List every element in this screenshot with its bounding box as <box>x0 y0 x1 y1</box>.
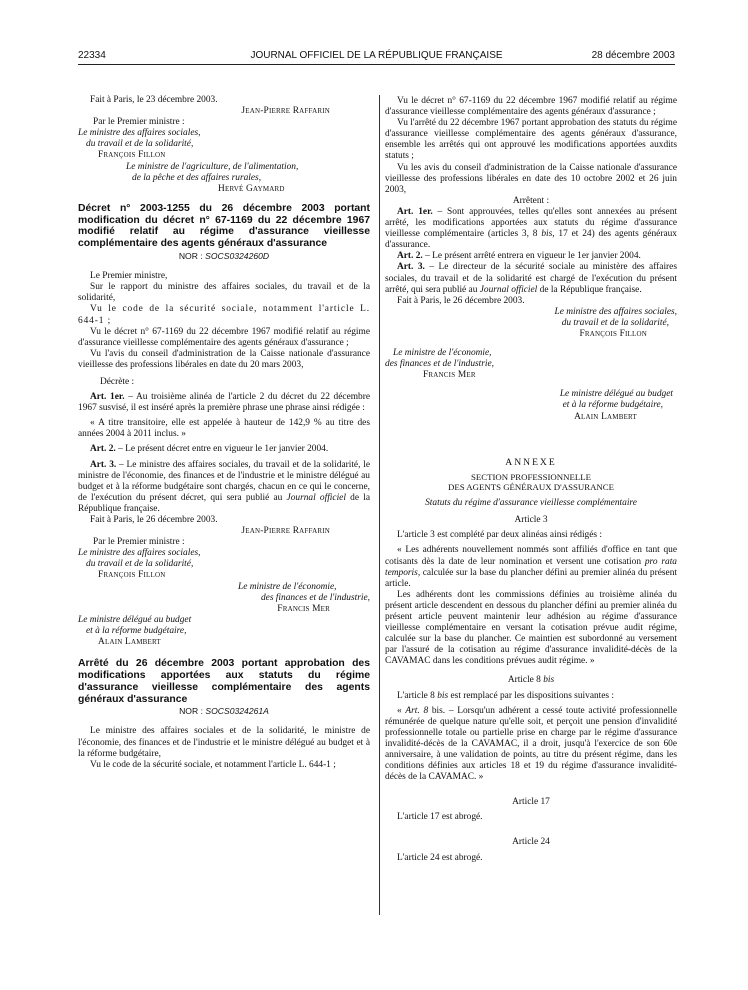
minister-title: des finances et de l'industrie, <box>385 359 495 370</box>
header-rule <box>78 64 675 65</box>
issue-date: 28 décembre 2003 <box>591 50 675 61</box>
nor-label: NOR : <box>179 706 206 717</box>
article-label: Art. 1er. <box>397 206 433 217</box>
signing-place-date: Fait à Paris, le 26 décembre 2003. <box>397 295 525 306</box>
article-label: Art. 1er. <box>90 392 125 403</box>
article-heading: Article 17 <box>512 797 550 808</box>
paragraph: Vu les avis du conseil d'administration de la Caisse nationale d'assurance vieillesse des professions libérales en date des 10 octobre 2002 et 26 juin 2003, <box>385 162 677 195</box>
paragraph: Vu le décret n° 67-1169 du 22 décembre 1967 modifié relatif au régime d'assurance vieillesse complémentaire des agents généraux d'assurance ; <box>385 96 677 118</box>
article-1 <box>385 207 677 251</box>
minister-title: et à la réforme budgétaire, <box>86 625 187 636</box>
minister-title: Le ministre délégué au budget <box>559 389 673 400</box>
paragraph: L'article 24 est abrogé. <box>397 852 483 863</box>
article-text: – Le directeur de la sécurité sociale au ministère des affaires sociales, du travail et de la solidarité est chargé de l'exécution du présent arrêté, qui sera publié au <box>385 262 677 295</box>
bis-mark: bis <box>543 675 555 686</box>
quote-paragraph <box>385 706 677 784</box>
signatory-name: Francis Mer <box>277 603 330 614</box>
annex-section: DES AGENTS GÉNÉRAUX D'ASSURANCE <box>447 481 615 492</box>
minister-title: Le ministre de l'économie, <box>393 348 492 359</box>
signatory-name: Jean-Pierre Raffarin <box>241 106 330 117</box>
paragraph: Vu l'avis du conseil d'administration de la Caisse nationale d'assurance vieillesse des professions libérales en date du 20 mars 2003, <box>78 348 370 370</box>
decrete-heading: Décrète : <box>100 376 135 387</box>
article-label: Art. 2. <box>397 251 423 262</box>
minister-title: du travail et de la solidarité, <box>561 317 669 328</box>
nor-label: NOR : <box>178 251 206 262</box>
signatory-name: François Fillon <box>98 150 166 161</box>
minister-title: et à la réforme budgétaire, <box>562 400 663 411</box>
article-heading: Article 24 <box>512 837 550 848</box>
quote-text: « Les adhérents nouvellement nommés sont affiliés d'office en tant que cotisants dès la date de leur nomination et versent une cotisation <box>385 545 677 567</box>
article-label: Art. 8 <box>405 705 429 716</box>
journal-title: JOURNAL OFFICIEL DE LA RÉPUBLIQUE FRANÇAISE <box>250 50 503 61</box>
column-divider <box>379 95 380 915</box>
minister-title: Le ministre des affaires sociales, <box>78 548 201 559</box>
paragraph <box>385 691 677 702</box>
minister-title: du travail et de la solidarité, <box>86 139 194 150</box>
signatory-name: François Fillon <box>579 328 647 339</box>
latin-term: pro rata temporis, <box>385 556 677 578</box>
minister-title: des finances et de l'industrie, <box>260 592 370 603</box>
bis-mark: bis, <box>541 229 555 240</box>
arretent-heading: Arrêtent : <box>512 195 550 206</box>
minister-title: Le ministre des affaires sociales, <box>78 128 201 139</box>
nor-reference <box>78 706 370 717</box>
paragraph: L'article 3 est complété par deux alinéas ainsi rédigés : <box>397 530 602 541</box>
signatory-name: Hervé Gaymard <box>218 183 285 194</box>
paragraph: Vu le code de la sécurité sociale, et notamment l'article L. 644-1 ; <box>90 759 336 770</box>
minister-title: Le ministre de l'agriculture, de l'alimentation, <box>126 161 299 172</box>
article-label: Art. 3. <box>90 459 117 470</box>
quote-paragraph: Les adhérents dont les commissions définies au troisième alinéa du présent article descendent en dessous du plancher défini au premier alinéa du présent article peuvent maintenir leur adhésion au régime d'assurance vieillesse complémentaire en versant la cotisation prévue audit régime, calculée sur la base du plancher. Ce maintien est subordonné au versement par l'assuré de la cotisation au régime d'assurance invalidité-décès de la CAVAMAC dans les conditions prévues audit régime. » <box>385 589 677 667</box>
paragraph-text: L'article 8 <box>397 690 438 701</box>
quote-paragraph <box>385 545 677 589</box>
page-number: 22334 <box>78 50 106 61</box>
article-label: Art. 2. <box>90 444 116 455</box>
article-text: – Au troisième alinéa de l'article 2 du décret du 22 décembre 1967 susvisé, il est inséré après la première phrase une phrase ainsi rédigée : <box>78 392 370 414</box>
paragraph: Vu le décret n° 67-1169 du 22 décembre 1967 modifié relatif au régime d'assurance vieillesse complémentaire des agents généraux d'assurance ; <box>78 326 370 348</box>
paragraph: Le ministre des affaires sociales et de la solidarité, le ministre de l'économie, des finances et de l'industrie et le ministre délégué au budget et à la réforme budgétaire, <box>78 726 370 759</box>
paragraph-text: est remplacé par les dispositions suivantes : <box>448 690 615 701</box>
article-text: de la République française. <box>78 492 370 514</box>
signatory-role: Par le Premier ministre : <box>93 117 185 128</box>
article-label: Art. 3. <box>397 262 425 273</box>
left-column <box>78 95 370 771</box>
quote-text: bis. – Lorsqu'un adhérent a cessé toute activité professionnelle rémunérée de quelque nature qu'elle soit, et perçoit une pension d'invalidité professionnelle totale ou partielle prise en charge par le régime d'assurance invalidité-décès de la CAVAMAC, il a droit, jusqu'à l'exercice de son 60e anniversaire, à une validation de points, au titre du présent régime, dans les conditions définies aux articles 18 et 19 du régime d'assurance invalidité-décès de la CAVAMAC. » <box>385 705 678 783</box>
paragraph: Vu le code de la sécurité sociale, notamment l'article L. 644-1 ; <box>78 304 370 326</box>
article-text: – Le ministre des affaires sociales, du travail et de la solidarité, le ministre de l'économie, des finances et de l'industrie et le ministre délégué au budget et à la réforme budgétaire sont chargés, chacun en ce qui le concerne, de l'exécution du présent décret, qui sera publié au <box>78 459 370 503</box>
paragraph: Le Premier ministre, <box>90 271 168 282</box>
page-header <box>78 50 675 64</box>
article-text: 17 et 24) des agents généraux d'assurance. <box>385 229 677 251</box>
nor-code: SOCS0324260D <box>205 251 270 262</box>
article-text: – Le présent décret entre en vigueur le 1er janvier 2004. <box>115 444 329 455</box>
nor-reference <box>78 251 370 262</box>
quote-text: calculée sur la base du plancher défini au premier alinéa du présent article. <box>385 567 677 589</box>
minister-title: Le ministre de l'économie, <box>238 581 337 592</box>
article-text: de la République française. <box>537 284 642 295</box>
signatory-name: François Fillon <box>98 570 166 581</box>
article-quote: « A titre transitoire, elle est appelée à hauteur de 142,9 % au titre des années 2004 à 2011 inclus. » <box>78 418 370 440</box>
article-3 <box>385 262 677 295</box>
article-heading <box>385 675 677 686</box>
paragraph: L'article 17 est abrogé. <box>397 812 483 823</box>
minister-title: du travail et de la solidarité, <box>86 559 194 570</box>
article-heading: Article 3 <box>514 515 548 526</box>
article-text: – Sont approuvées, telles qu'elles sont annexées au présent arrêté, les modifications apportées aux statuts du régime d'assurance vieillesse complémentaire (articles 3, 8 <box>385 206 677 240</box>
signing-place-date: Fait à Paris, le 26 décembre 2003. <box>90 515 218 525</box>
journal-reference: Journal officiel <box>286 492 346 503</box>
journal-reference: Journal officiel <box>479 284 538 295</box>
minister-title: Le ministre délégué au budget <box>78 614 192 625</box>
heading-text: Article 8 <box>507 675 544 686</box>
nor-code: SOCS0324261A <box>205 706 269 717</box>
bis-mark: bis <box>437 690 449 701</box>
decree-title: Décret n° 2003-1255 du 26 décembre 2003 portant modification du décret n° 67-1169 du 22 décembre 1967 modifié relatif au régime d'assurance vieillesse complémentaire des agents généraux d'assurance <box>78 202 370 250</box>
annex-section: SECTION PROFESSIONNELLE <box>471 471 591 482</box>
signatory-name: Alain Lambert <box>574 411 637 422</box>
minister-title: Le ministre des affaires sociales, <box>554 306 677 317</box>
paragraph: Sur le rapport du ministre des affaires sociales, du travail et de la solidarité, <box>78 282 370 304</box>
article-2 <box>78 444 370 455</box>
paragraph: Vu l'arrêté du 22 décembre 1967 portant approbation des statuts du régime d'assurance vieillesse complémentaire des agents généraux d'assurance, ensemble les arrêtés qui ont approuvé les modifications apportées auxdits statuts ; <box>385 118 677 162</box>
signatory-name: Jean-Pierre Raffarin <box>241 526 330 537</box>
right-column <box>385 96 677 864</box>
annex-title: ANNEXE <box>505 456 557 468</box>
article-3 <box>78 460 370 515</box>
signatory-name: Francis Mer <box>423 370 476 381</box>
quote-text: « <box>397 705 406 716</box>
arrete-title: Arrêté du 26 décembre 2003 portant approbation des modifications apportées aux statuts du régime d'assurance vieillesse complémentaire des agents généraux d'assurance <box>78 658 370 705</box>
article-1 <box>78 392 370 414</box>
article-text: – Le présent arrêté entrera en vigueur le 1er janvier 2004. <box>422 251 641 262</box>
signing-place-date: Fait à Paris, le 23 décembre 2003. <box>90 95 218 105</box>
annex-subtitle: Statuts du régime d'assurance vieillesse complémentaire <box>425 498 637 509</box>
minister-title: de la pêche et des affaires rurales, <box>132 172 262 183</box>
signatory-role: Par le Premier ministre : <box>93 537 185 548</box>
signatory-name: Alain Lambert <box>98 637 161 648</box>
article-2 <box>385 251 677 262</box>
